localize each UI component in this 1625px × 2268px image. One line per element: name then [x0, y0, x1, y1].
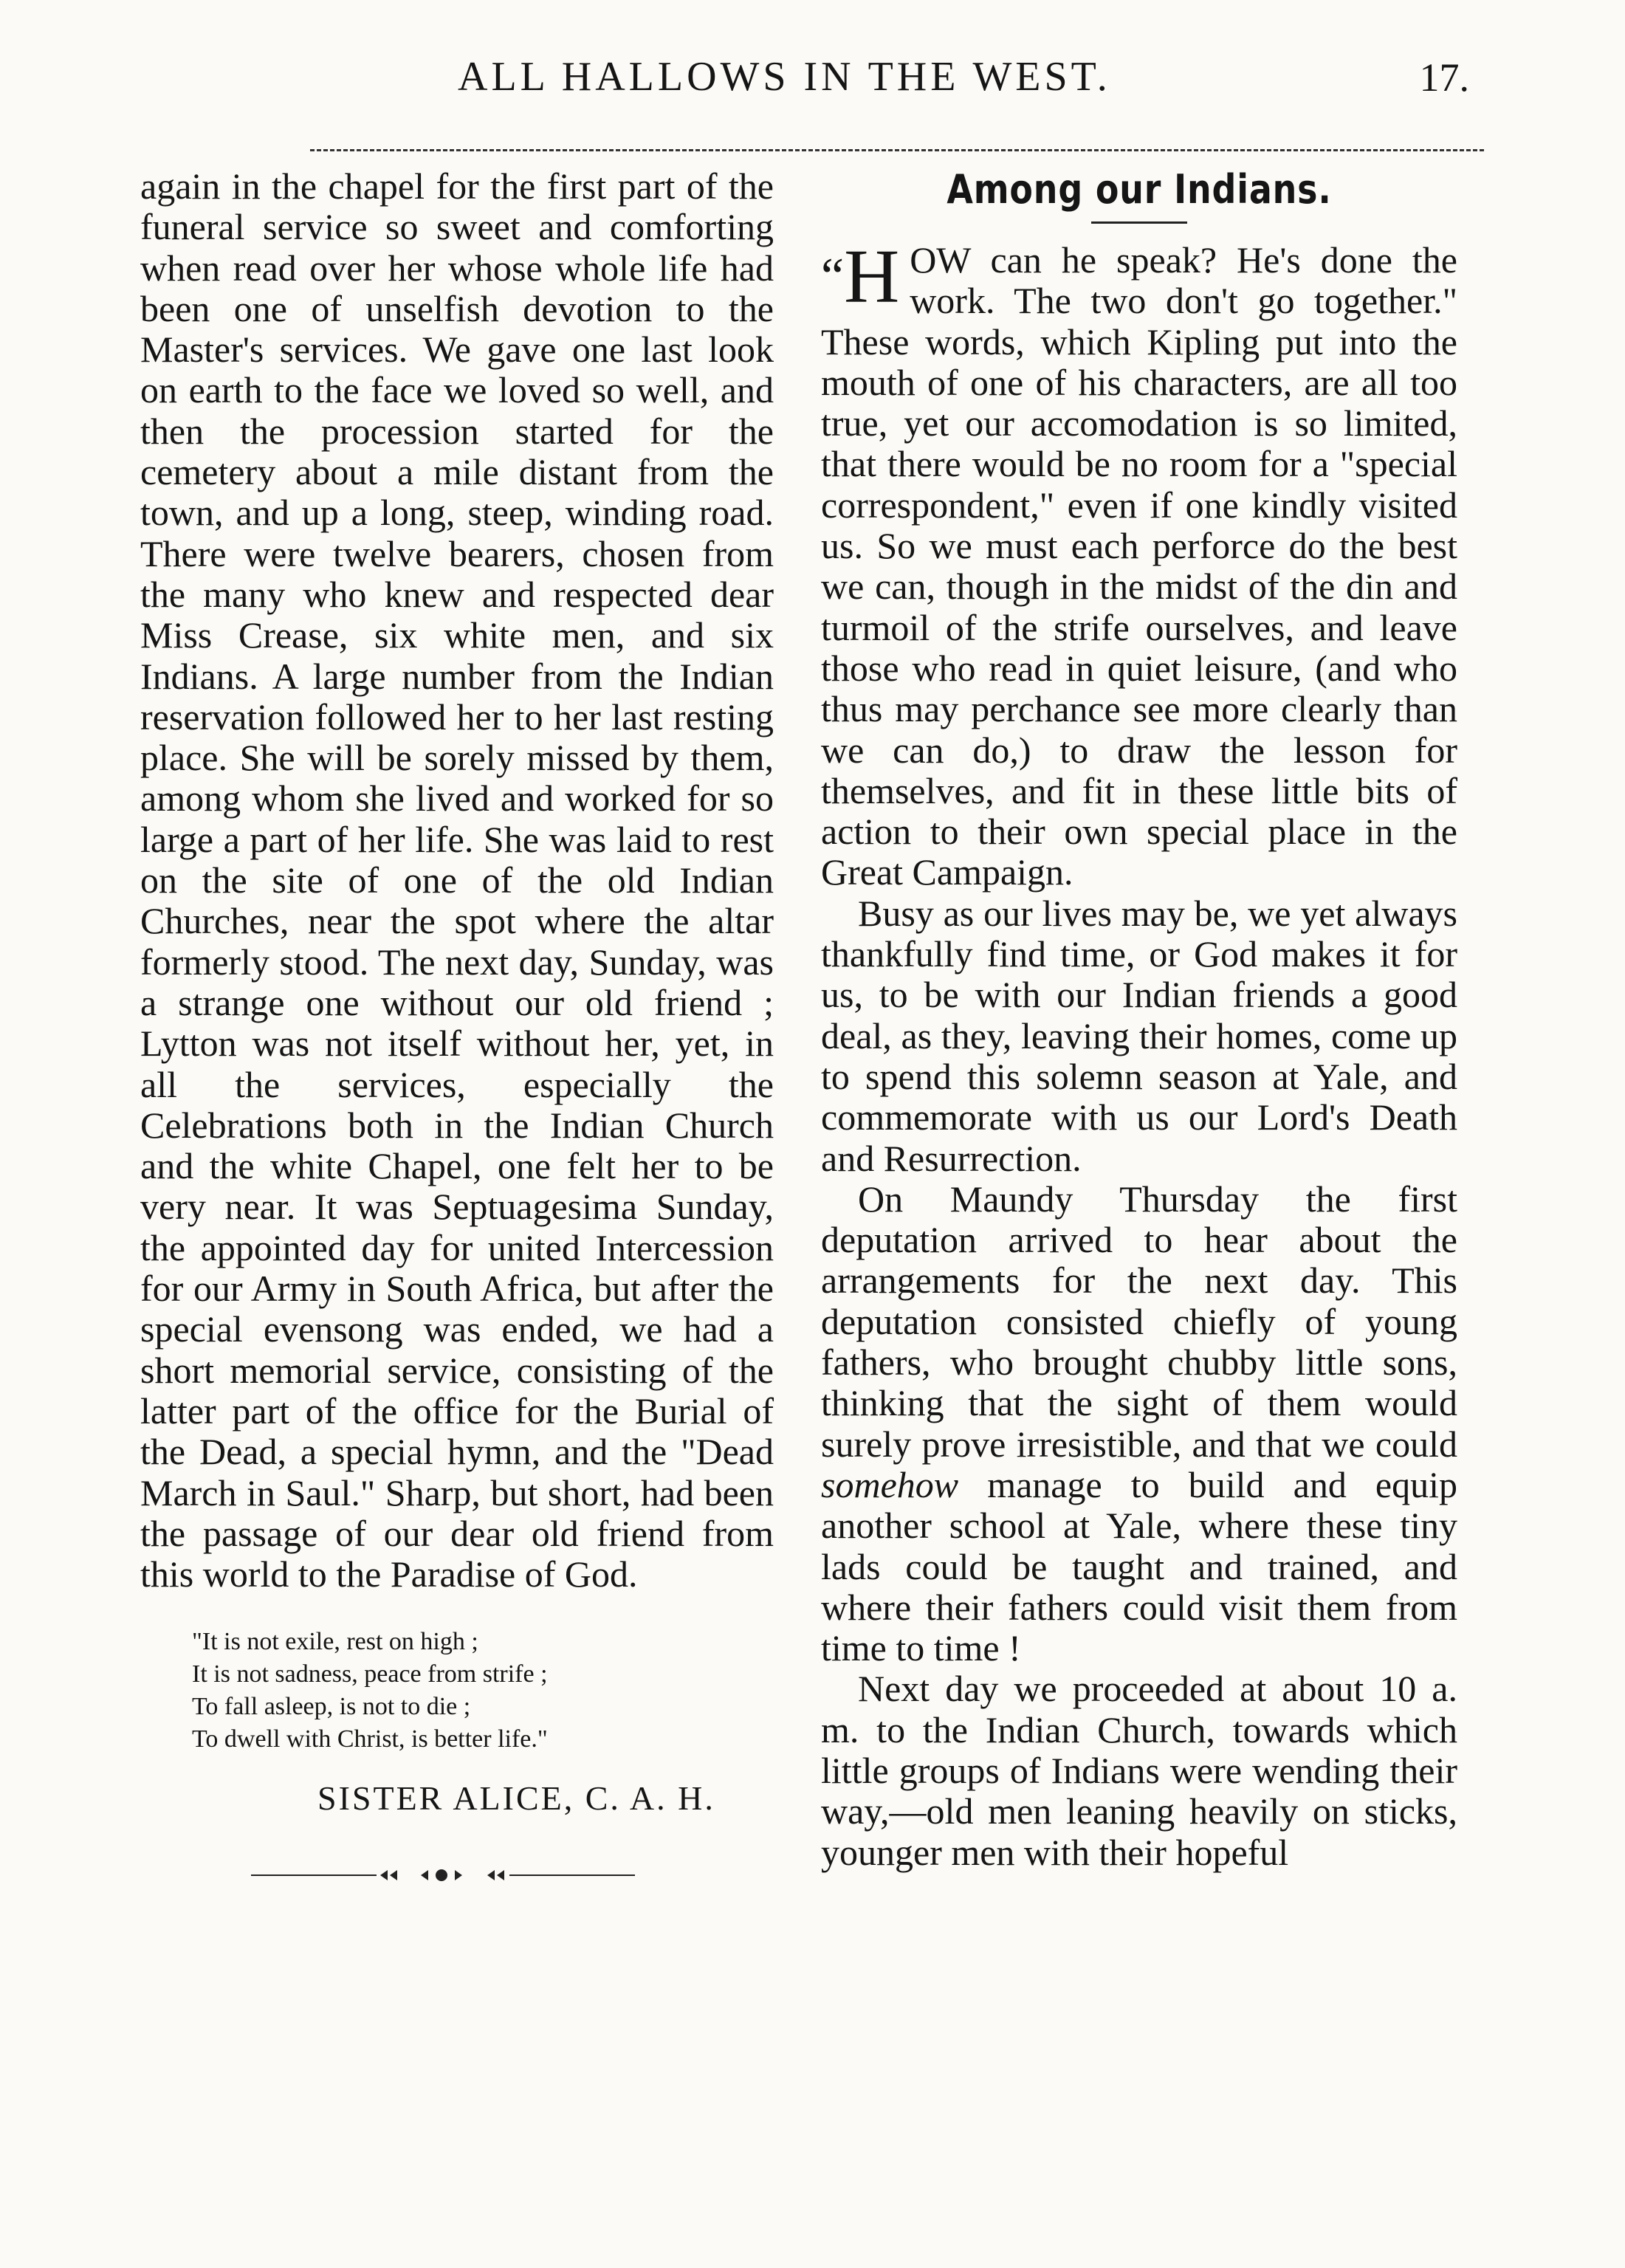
paragraph-3: On Maundy Thursday the first deputation arrived to hear about the arrangements for the next day. This deputation consisted chiefly of young fathers, who brought chubby little sons, thinking that the sight of them would surely prove irresistible, and that we could somehow manage to build and equip another school at Yale, where these tiny lads could be taught and trained, and where their fathers could visit them from time to time !	[821, 1178, 1457, 1669]
funeral-paragraph: again in the chapel for the first part of the funeral service so sweet and comforting when read over her whose whole life had been one of unselfish devotion to the Master's services. We gave one last look on earth to the face we loved so well, and then the procession started for the cemetery about a mile distant from the town, and up a long, steep, winding road. There were twelve bearers, chosen from the many who knew and respected dear Miss Crease, six white men, and six Indians. A large number from the Indian reservation followed her to her last resting place. She will be sorely missed by them, among whom she lived and worked for so large a part of her life. She was laid to rest on the site of one of the old Indian Churches, near the spot where the altar formerly stood. The next day, Sunday, was a strange one without our old friend ; Lytton was not itself without her, yet, in all the services, especially the Celebrations both in the Indian Church and the white Chapel, one felt her to be very near. It was Septuagesima Sunday, the appointed day for united Intercession for our Army in South Africa, but after the special evensong was ended, we had a short memorial service, consisting of the latter part of the office for the Burial of the Dead, a special hymn, and the "Dead March in Saul." Sharp, but short, had been the passage of our dear old friend from this world to the Paradise of God.	[140, 165, 774, 1595]
signature: SISTER ALICE, C. A. H.	[317, 1779, 715, 1818]
paragraph-4: Next day we proceeded at about 10 a. m. to the Indian Church, towards which little groups of Indians were wending their way,—old men leaning heavily on sticks, younger men with their hopeful	[821, 1668, 1457, 1873]
page-number: 17.	[1419, 55, 1469, 100]
poem-line: It is not sadness, peace from strife ;	[192, 1660, 548, 1688]
paragraph-1: “H OW can he speak? He's done the work. The two don't go together." These words, which Kipling put into the mouth of one of his characters, are all too true, yet our accomodation is so limited, that there would be no room for a "special correspondent," even if one kindly visited us. So we must each perforce do the best we can, though in the midst of the din and turmoil of the strife ourselves, and leave those who read in quiet leisure, (and who thus may perchance see more clearly than we can do,) to draw the lesson for themselves, and fit in these little bits of action to their own special place in the Great Campaign.	[821, 234, 1457, 893]
running-title: ALL HALLOWS IN THE WEST.	[458, 54, 1111, 100]
poem	[192, 1626, 774, 1756]
paragraph-2: Busy as our lives may be, we yet always thankfully find time, or God makes it for us, to be with our Indian friends a good deal, as they, leaving their homes, come up to spend this solemn season at Yale, and commemorate with us our Lord's Death and Resurrection.	[821, 892, 1457, 1179]
running-header	[140, 38, 1484, 120]
poem-line: To dwell with Christ, is better life."	[192, 1725, 548, 1753]
heading-rule	[1091, 221, 1187, 224]
ornament-icon	[251, 1866, 635, 1884]
right-column	[821, 164, 1457, 1873]
header-rule	[310, 149, 1484, 151]
ornament-divider	[251, 1852, 635, 1869]
poem-line: "It is not exile, rest on high ;	[192, 1628, 478, 1656]
drop-cap: “H	[821, 234, 900, 319]
section-heading: Among our Indians.	[947, 166, 1332, 213]
poem-line: To fall asleep, is not to die ;	[192, 1693, 471, 1721]
left-column	[140, 166, 774, 1869]
